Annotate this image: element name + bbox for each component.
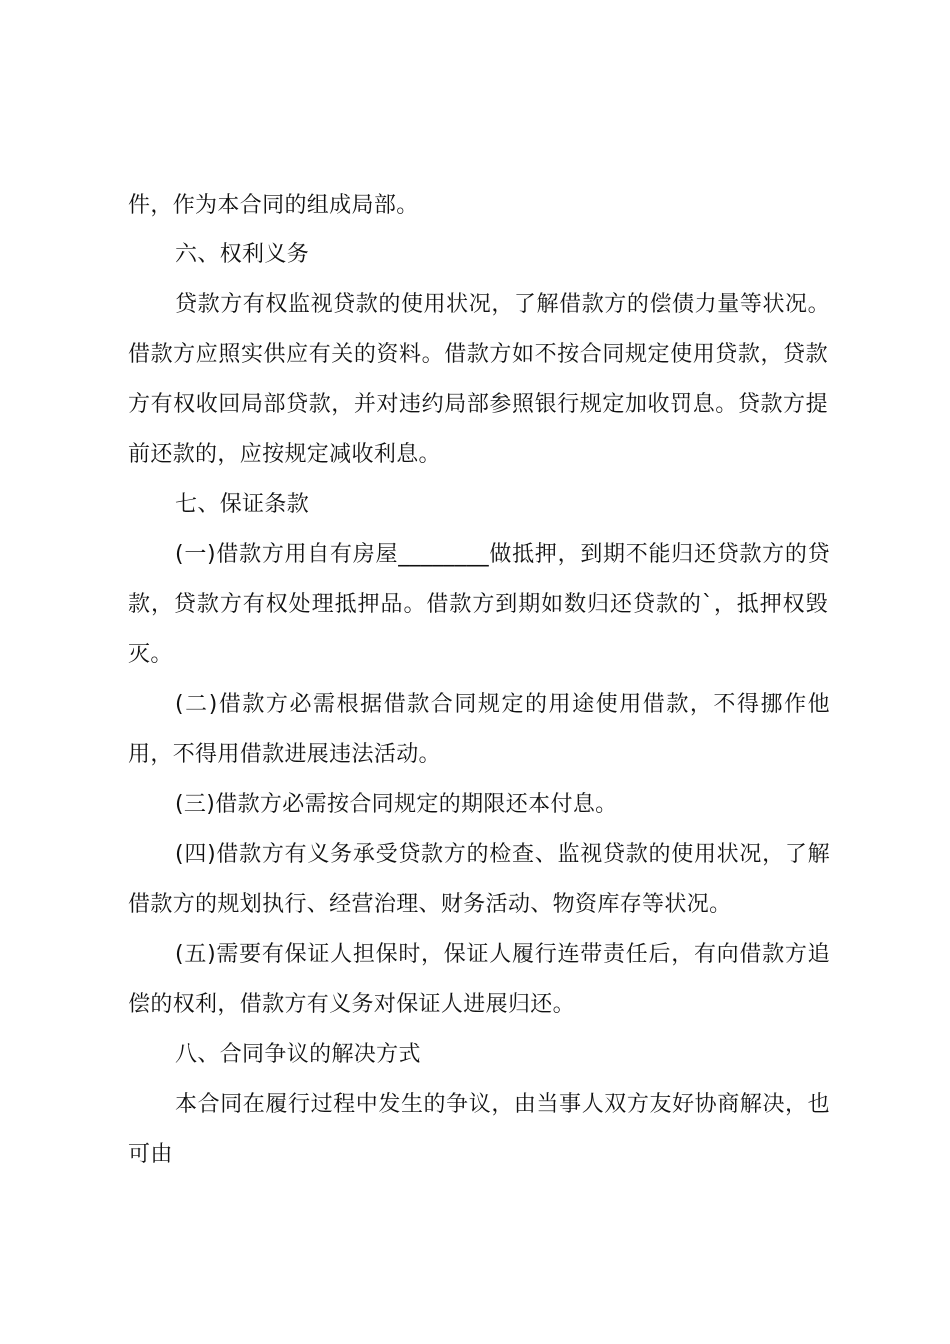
paragraph-line: (一)借款方用自有房屋________做抵押，到期不能归还贷款方的贷 <box>175 542 830 567</box>
paragraph-line: 偿的权利，借款方有义务对保证人进展归还。 <box>128 992 576 1017</box>
paragraph-line: 可由 <box>128 1142 173 1167</box>
section-heading-rights: 六、权利义务 <box>175 242 310 267</box>
paragraph-line: 借款方应照实供应有关的资料。借款方如不按合同规定使用贷款，贷款 <box>128 342 828 367</box>
section-heading-guarantee: 七、保证条款 <box>175 492 310 517</box>
paragraph-line: 灭。 <box>128 642 173 667</box>
paragraph-line: (四)借款方有义务承受贷款方的检查、监视贷款的使用状况，了解 <box>175 842 830 867</box>
paragraph-line: (二)借款方必需根据借款合同规定的用途使用借款，不得挪作他 <box>175 692 830 717</box>
paragraph-line: 方有权收回局部贷款，并对违约局部参照银行规定加收罚息。贷款方提 <box>128 392 828 417</box>
paragraph-line: 件，作为本合同的组成局部。 <box>128 193 419 218</box>
paragraph-line: 贷款方有权监视贷款的使用状况，了解借款方的偿债力量等状况。 <box>175 292 830 317</box>
paragraph-line: 款，贷款方有权处理抵押品。借款方到期如数归还贷款的`，抵押权毁 <box>128 592 828 617</box>
paragraph-line: (五)需要有保证人担保时，保证人履行连带责任后，有向借款方追 <box>175 942 830 967</box>
paragraph-line: 前还款的，应按规定减收利息。 <box>128 442 441 467</box>
paragraph-line: 用，不得用借款进展违法活动。 <box>128 742 441 767</box>
paragraph-line: 借款方的规划执行、经营治理、财务活动、物资库存等状况。 <box>128 892 732 917</box>
paragraph-line: (三)借款方必需按合同规定的期限还本付息。 <box>175 792 618 817</box>
section-heading-disputes: 八、合同争议的解决方式 <box>175 1042 421 1067</box>
paragraph-line: 本合同在履行过程中发生的争议，由当事人双方友好协商解决，也 <box>175 1092 830 1117</box>
